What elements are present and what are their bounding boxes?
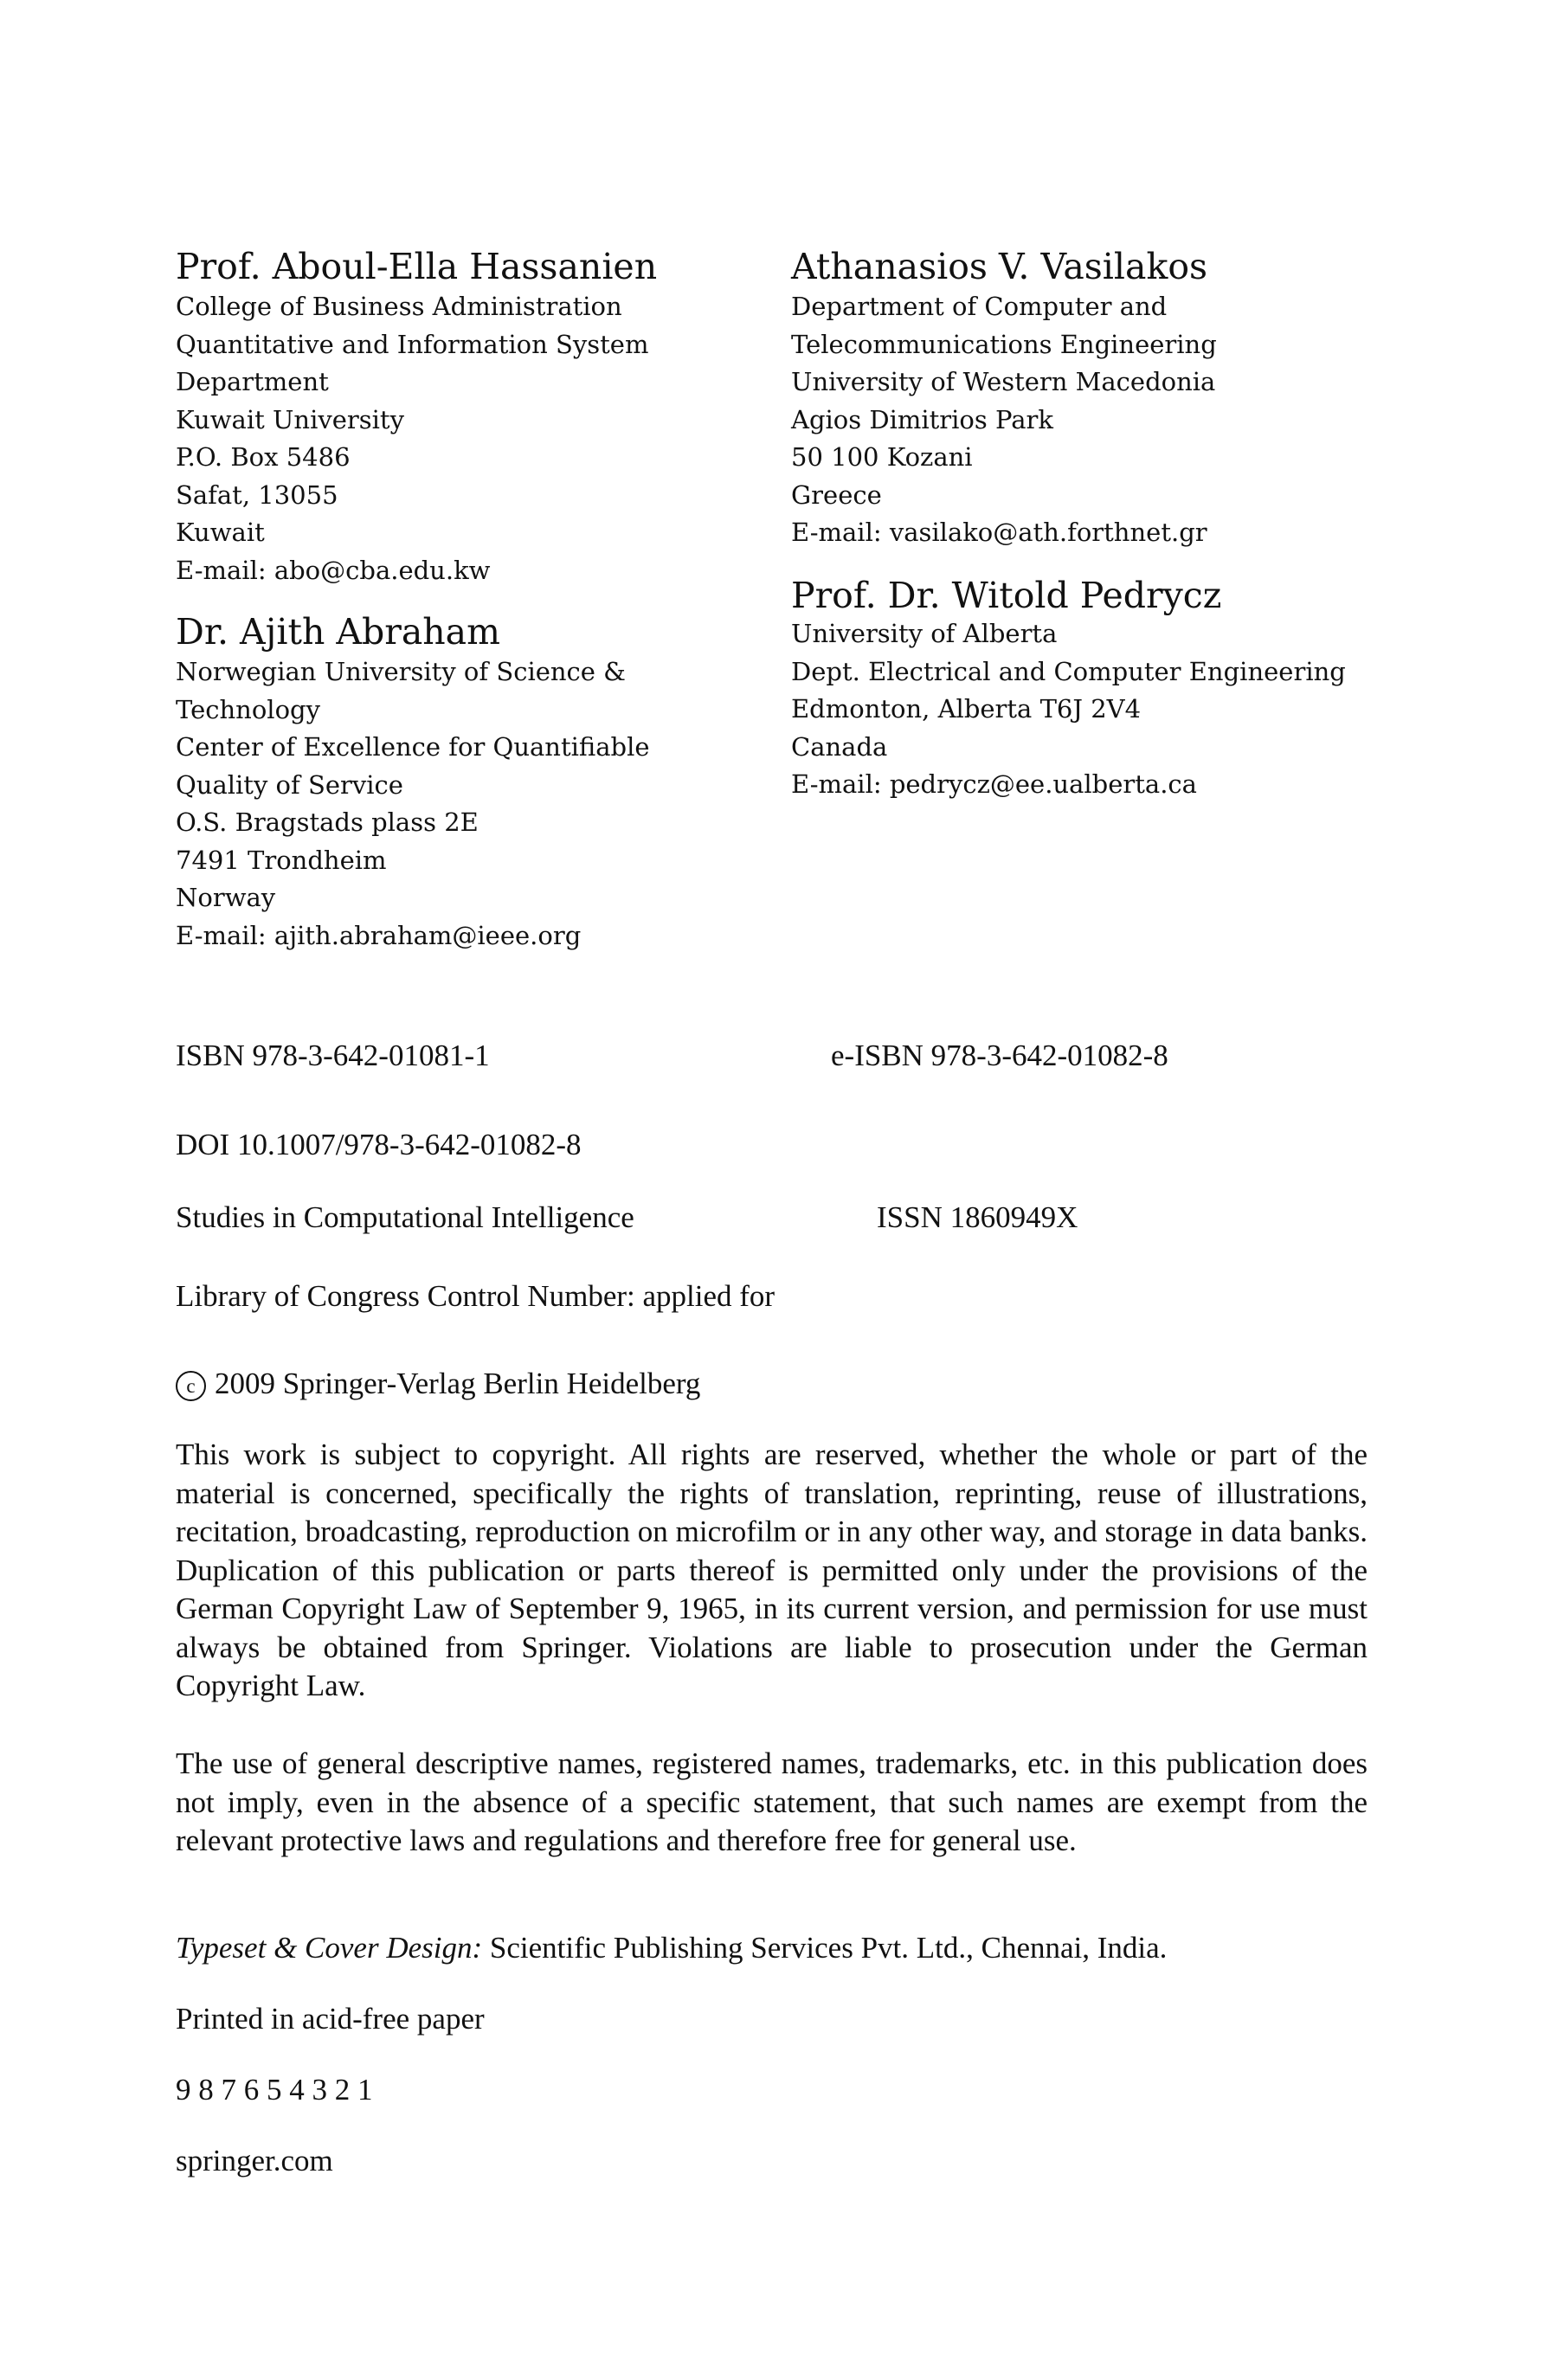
address-line: Department: [176, 367, 329, 396]
copyright-holder: 2009 Springer-Verlag Berlin Heidelberg: [215, 1367, 701, 1400]
address-line: 7491 Trondheim: [176, 845, 387, 875]
address-line: Telecommunications Engineering: [791, 329, 1217, 359]
address-line: Safat, 13055: [176, 479, 338, 510]
editor-name: Athanasios V. Vasilakos: [791, 246, 1208, 287]
email-address: E-mail: ajith.abraham@ieee.org: [176, 920, 582, 950]
address-line: P.O. Box 5486: [176, 442, 351, 472]
address-line: Kuwait University: [176, 404, 404, 434]
typeset-value: Scientific Publishing Services Pvt. Ltd., Chennai, India.: [482, 1931, 1168, 1965]
lccn: Library of Congress Control Number: applied for: [176, 1279, 776, 1313]
isbn: ISBN 978-3-642-01081-1: [176, 1039, 490, 1072]
website: springer.com: [176, 2144, 333, 2177]
editor-name: Dr. Ajith Abraham: [176, 611, 501, 653]
address-line: Dept. Electrical and Computer Engineering: [791, 656, 1346, 686]
address-line: Edmonton, Alberta T6J 2V4: [791, 694, 1142, 724]
email-address: E-mail: vasilako@ath.forthnet.gr: [791, 518, 1207, 547]
email-address: E-mail: abo@cba.edu.kw: [176, 555, 491, 585]
copyright-line: [176, 1365, 700, 1404]
printed-note: Printed in acid-free paper: [176, 2002, 485, 2036]
editor-address: [176, 653, 650, 955]
address-line: Norwegian University of Science &: [176, 657, 626, 686]
address-line: University of Alberta: [791, 619, 1058, 648]
address-line: Agios Dimitrios Park: [791, 404, 1053, 434]
address-line: Greece: [791, 479, 882, 510]
e-isbn: e-ISBN 978-3-642-01082-8: [831, 1039, 1168, 1072]
address-line: Kuwait: [176, 518, 265, 547]
copyright-icon: c: [176, 1371, 206, 1401]
address-line: University of Western Macedonia: [791, 367, 1216, 396]
typeset-credit: [176, 1929, 1167, 1968]
address-line: Quantitative and Information System: [176, 329, 649, 359]
address-line: 50 100 Kozani: [791, 442, 973, 472]
address-line: O.S. Bragstads plass 2E: [176, 807, 479, 837]
print-line: 9 8 7 6 5 4 3 2 1: [176, 2073, 373, 2107]
address-line: Norway: [176, 883, 276, 912]
address-line: Center of Excellence for Quantifiable: [176, 732, 650, 762]
trademark-notice: The use of general descriptive names, registered names, trademarks, etc. in this publication does not imply, even in the absence of a specific statement, that such names are exempt from the relevant protective laws and regulations and therefore free for general use.: [176, 1746, 1368, 1857]
address-line: Technology: [176, 694, 320, 724]
address-line: Quality of Service: [176, 769, 403, 800]
typeset-label: Typeset & Cover Design:: [176, 1931, 483, 1965]
copyright-notice: This work is subject to copyright. All rights are reserved, whether the whole or part of the material is concerned, specifically the rights of translation, reprinting, reuse of illustrations, recitation, broadcasting, reproduction on microfilm or in any other way, and storage in data banks. Duplication of this publication or parts thereof is permitted only under the provisions of the German Copyright Law of September 9, 1965, in its current version, and permission for use must always be obtained from Springer. Violations are liable to prosecution under the German Copyright Law.: [176, 1438, 1368, 1702]
address-line: College of Business Administration: [176, 292, 622, 321]
issn: ISSN 1860949X: [877, 1200, 1078, 1234]
address-line: Canada: [791, 731, 888, 762]
editor-address: [791, 288, 1217, 552]
editor-name: Prof. Aboul-Ella Hassanien: [176, 246, 658, 287]
editor-name: Prof. Dr. Witold Pedrycz: [791, 575, 1222, 616]
series-title: Studies in Computational Intelligence: [176, 1200, 634, 1234]
editor-address: [176, 288, 648, 589]
address-line: Department of Computer and: [791, 292, 1168, 321]
email-address: E-mail: pedrycz@ee.ualberta.ca: [791, 769, 1197, 799]
editor-address: [791, 615, 1346, 804]
doi: DOI 10.1007/978-3-642-01082-8: [176, 1128, 582, 1161]
